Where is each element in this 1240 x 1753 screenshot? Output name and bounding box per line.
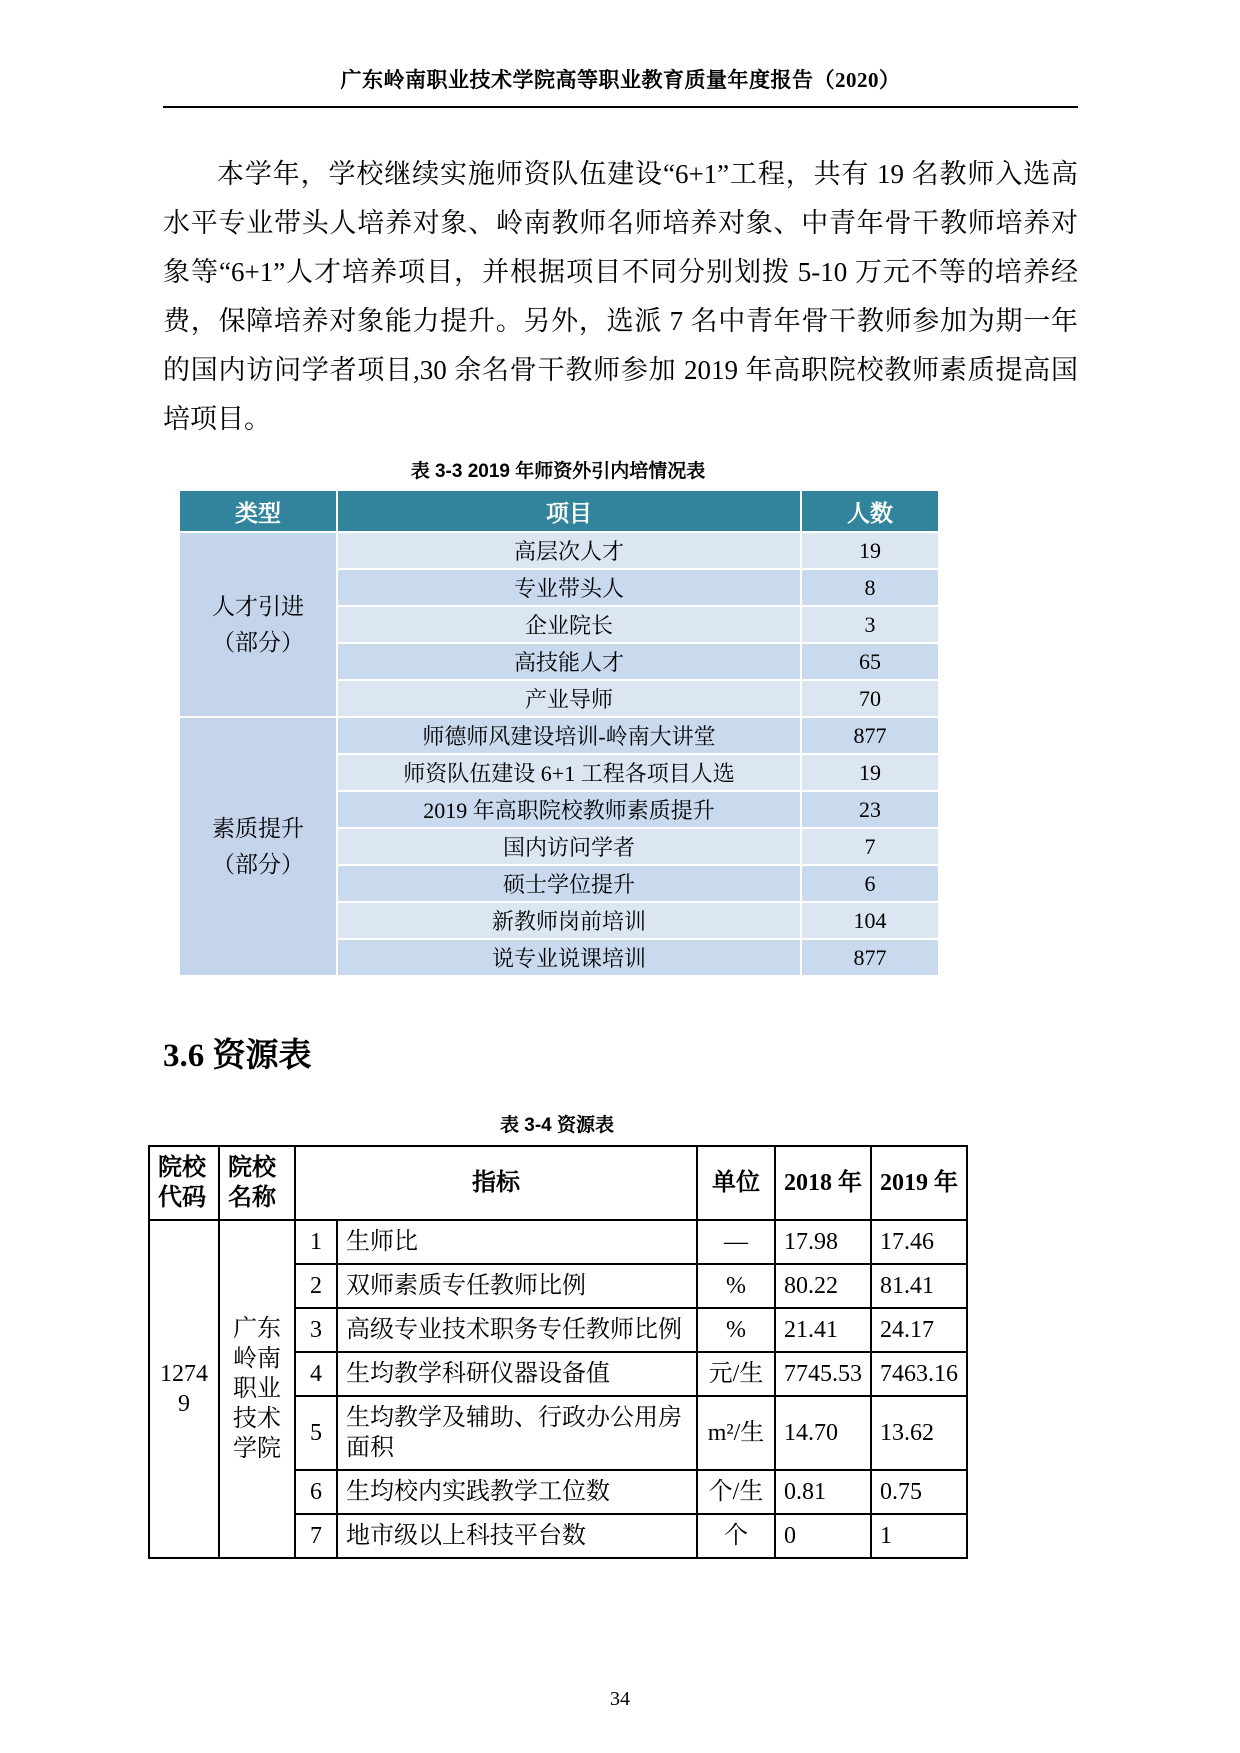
value-2019-cell: 1 xyxy=(871,1514,967,1558)
indicator-cell: 生均校内实践教学工位数 xyxy=(337,1470,697,1514)
value-2018-cell: 0 xyxy=(775,1514,871,1558)
value-2018-cell: 21.41 xyxy=(775,1308,871,1352)
item-cell: 国内访问学者 xyxy=(337,828,801,865)
value-2019-cell: 24.17 xyxy=(871,1308,967,1352)
value-2019-cell: 7463.16 xyxy=(871,1352,967,1396)
table-3-4-caption: 表 3-4 资源表 xyxy=(499,1115,615,1136)
value-2019-cell: 81.41 xyxy=(871,1264,967,1308)
count-cell: 23 xyxy=(801,791,939,828)
row-number-cell: 1 xyxy=(295,1220,337,1264)
value-2019-cell: 17.46 xyxy=(871,1220,967,1264)
category-talent-introduction: 人才引进 （部分） xyxy=(179,532,337,717)
body-paragraph: 本学年，学校继续实施师资队伍建设“6+1”工程，共有 19 名教师入选高水平专业带头人培养对象、岭南教师名师培养对象、中青年骨干教师培养对象等“6+1”人才培养项目，并根据项目不同分别划拨 5-10 万元不等的培养经费，保障培养对象能力提升。另外，选派 7 名中青年骨干教师参加为期一年的国内访问学者项目,30 余名骨干教师参加 2019 年高职院校教师素质提高国培项目。 xyxy=(163,159,1078,434)
column-header-2018: 2018 年 xyxy=(775,1146,871,1220)
column-header-project: 项目 xyxy=(337,490,801,532)
item-cell: 产业导师 xyxy=(337,680,801,717)
value-2018-cell: 14.70 xyxy=(775,1396,871,1470)
value-2018-cell: 7745.53 xyxy=(775,1352,871,1396)
item-cell: 硕士学位提升 xyxy=(337,865,801,902)
column-header-indicator: 指标 xyxy=(295,1146,697,1220)
header-divider xyxy=(163,106,1078,108)
column-header-school-code: 院校代码 xyxy=(149,1146,219,1220)
unit-cell: 个 xyxy=(697,1514,775,1558)
table-row xyxy=(149,1220,967,1264)
item-cell: 企业院长 xyxy=(337,606,801,643)
item-cell: 师资队伍建设 6+1 工程各项目人选 xyxy=(337,754,801,791)
school-name-cell: 广东岭南职业技术学院 xyxy=(219,1220,295,1558)
unit-cell: % xyxy=(697,1308,775,1352)
count-cell: 65 xyxy=(801,643,939,680)
count-cell: 877 xyxy=(801,717,939,754)
row-number-cell: 4 xyxy=(295,1352,337,1396)
row-number-cell: 6 xyxy=(295,1470,337,1514)
item-cell: 高技能人才 xyxy=(337,643,801,680)
row-number-cell: 2 xyxy=(295,1264,337,1308)
column-header-count: 人数 xyxy=(801,490,939,532)
table-header-row xyxy=(149,1146,967,1220)
page-number: 34 xyxy=(610,1688,630,1710)
section-heading-3-6: 3.6 资源表 xyxy=(163,1038,312,1074)
page-header xyxy=(163,64,1078,108)
table-header-row xyxy=(179,490,939,532)
column-header-2019: 2019 年 xyxy=(871,1146,967,1220)
count-cell: 6 xyxy=(801,865,939,902)
indicator-cell: 生师比 xyxy=(337,1220,697,1264)
indicator-cell: 双师素质专任教师比例 xyxy=(337,1264,697,1308)
table-row xyxy=(179,532,939,569)
value-2019-cell: 13.62 xyxy=(871,1396,967,1470)
item-cell: 新教师岗前培训 xyxy=(337,902,801,939)
table-3-3-caption: 表 3-3 2019 年师资外引内培情况表 xyxy=(410,461,706,482)
column-header-unit: 单位 xyxy=(697,1146,775,1220)
row-number-cell: 3 xyxy=(295,1308,337,1352)
unit-cell: 元/生 xyxy=(697,1352,775,1396)
table-row xyxy=(179,717,939,754)
column-header-school-name: 院校名称 xyxy=(219,1146,295,1220)
unit-cell: m²/生 xyxy=(697,1396,775,1470)
report-title: 广东岭南职业技术学院高等职业教育质量年度报告（2020） xyxy=(340,68,901,92)
indicator-cell: 高级专业技术职务专任教师比例 xyxy=(337,1308,697,1352)
count-cell: 19 xyxy=(801,532,939,569)
teacher-training-table xyxy=(178,489,940,977)
resources-table xyxy=(148,1145,968,1559)
count-cell: 3 xyxy=(801,606,939,643)
count-cell: 7 xyxy=(801,828,939,865)
item-cell: 说专业说课培训 xyxy=(337,939,801,976)
count-cell: 104 xyxy=(801,902,939,939)
item-cell: 高层次人才 xyxy=(337,532,801,569)
unit-cell: — xyxy=(697,1220,775,1264)
value-2019-cell: 0.75 xyxy=(871,1470,967,1514)
row-number-cell: 5 xyxy=(295,1396,337,1470)
column-header-type: 类型 xyxy=(179,490,337,532)
value-2018-cell: 0.81 xyxy=(775,1470,871,1514)
item-cell: 2019 年高职院校教师素质提升 xyxy=(337,791,801,828)
indicator-cell: 生均教学科研仪器设备值 xyxy=(337,1352,697,1396)
count-cell: 877 xyxy=(801,939,939,976)
indicator-cell: 地市级以上科技平台数 xyxy=(337,1514,697,1558)
count-cell: 8 xyxy=(801,569,939,606)
indicator-cell: 生均教学及辅助、行政办公用房面积 xyxy=(337,1396,697,1470)
item-cell: 师德师风建设培训-岭南大讲堂 xyxy=(337,717,801,754)
count-cell: 70 xyxy=(801,680,939,717)
category-quality-improvement: 素质提升 （部分） xyxy=(179,717,337,976)
value-2018-cell: 80.22 xyxy=(775,1264,871,1308)
value-2018-cell: 17.98 xyxy=(775,1220,871,1264)
count-cell: 19 xyxy=(801,754,939,791)
item-cell: 专业带头人 xyxy=(337,569,801,606)
row-number-cell: 7 xyxy=(295,1514,337,1558)
unit-cell: % xyxy=(697,1264,775,1308)
school-code-cell: 12749 xyxy=(149,1220,219,1558)
unit-cell: 个/生 xyxy=(697,1470,775,1514)
